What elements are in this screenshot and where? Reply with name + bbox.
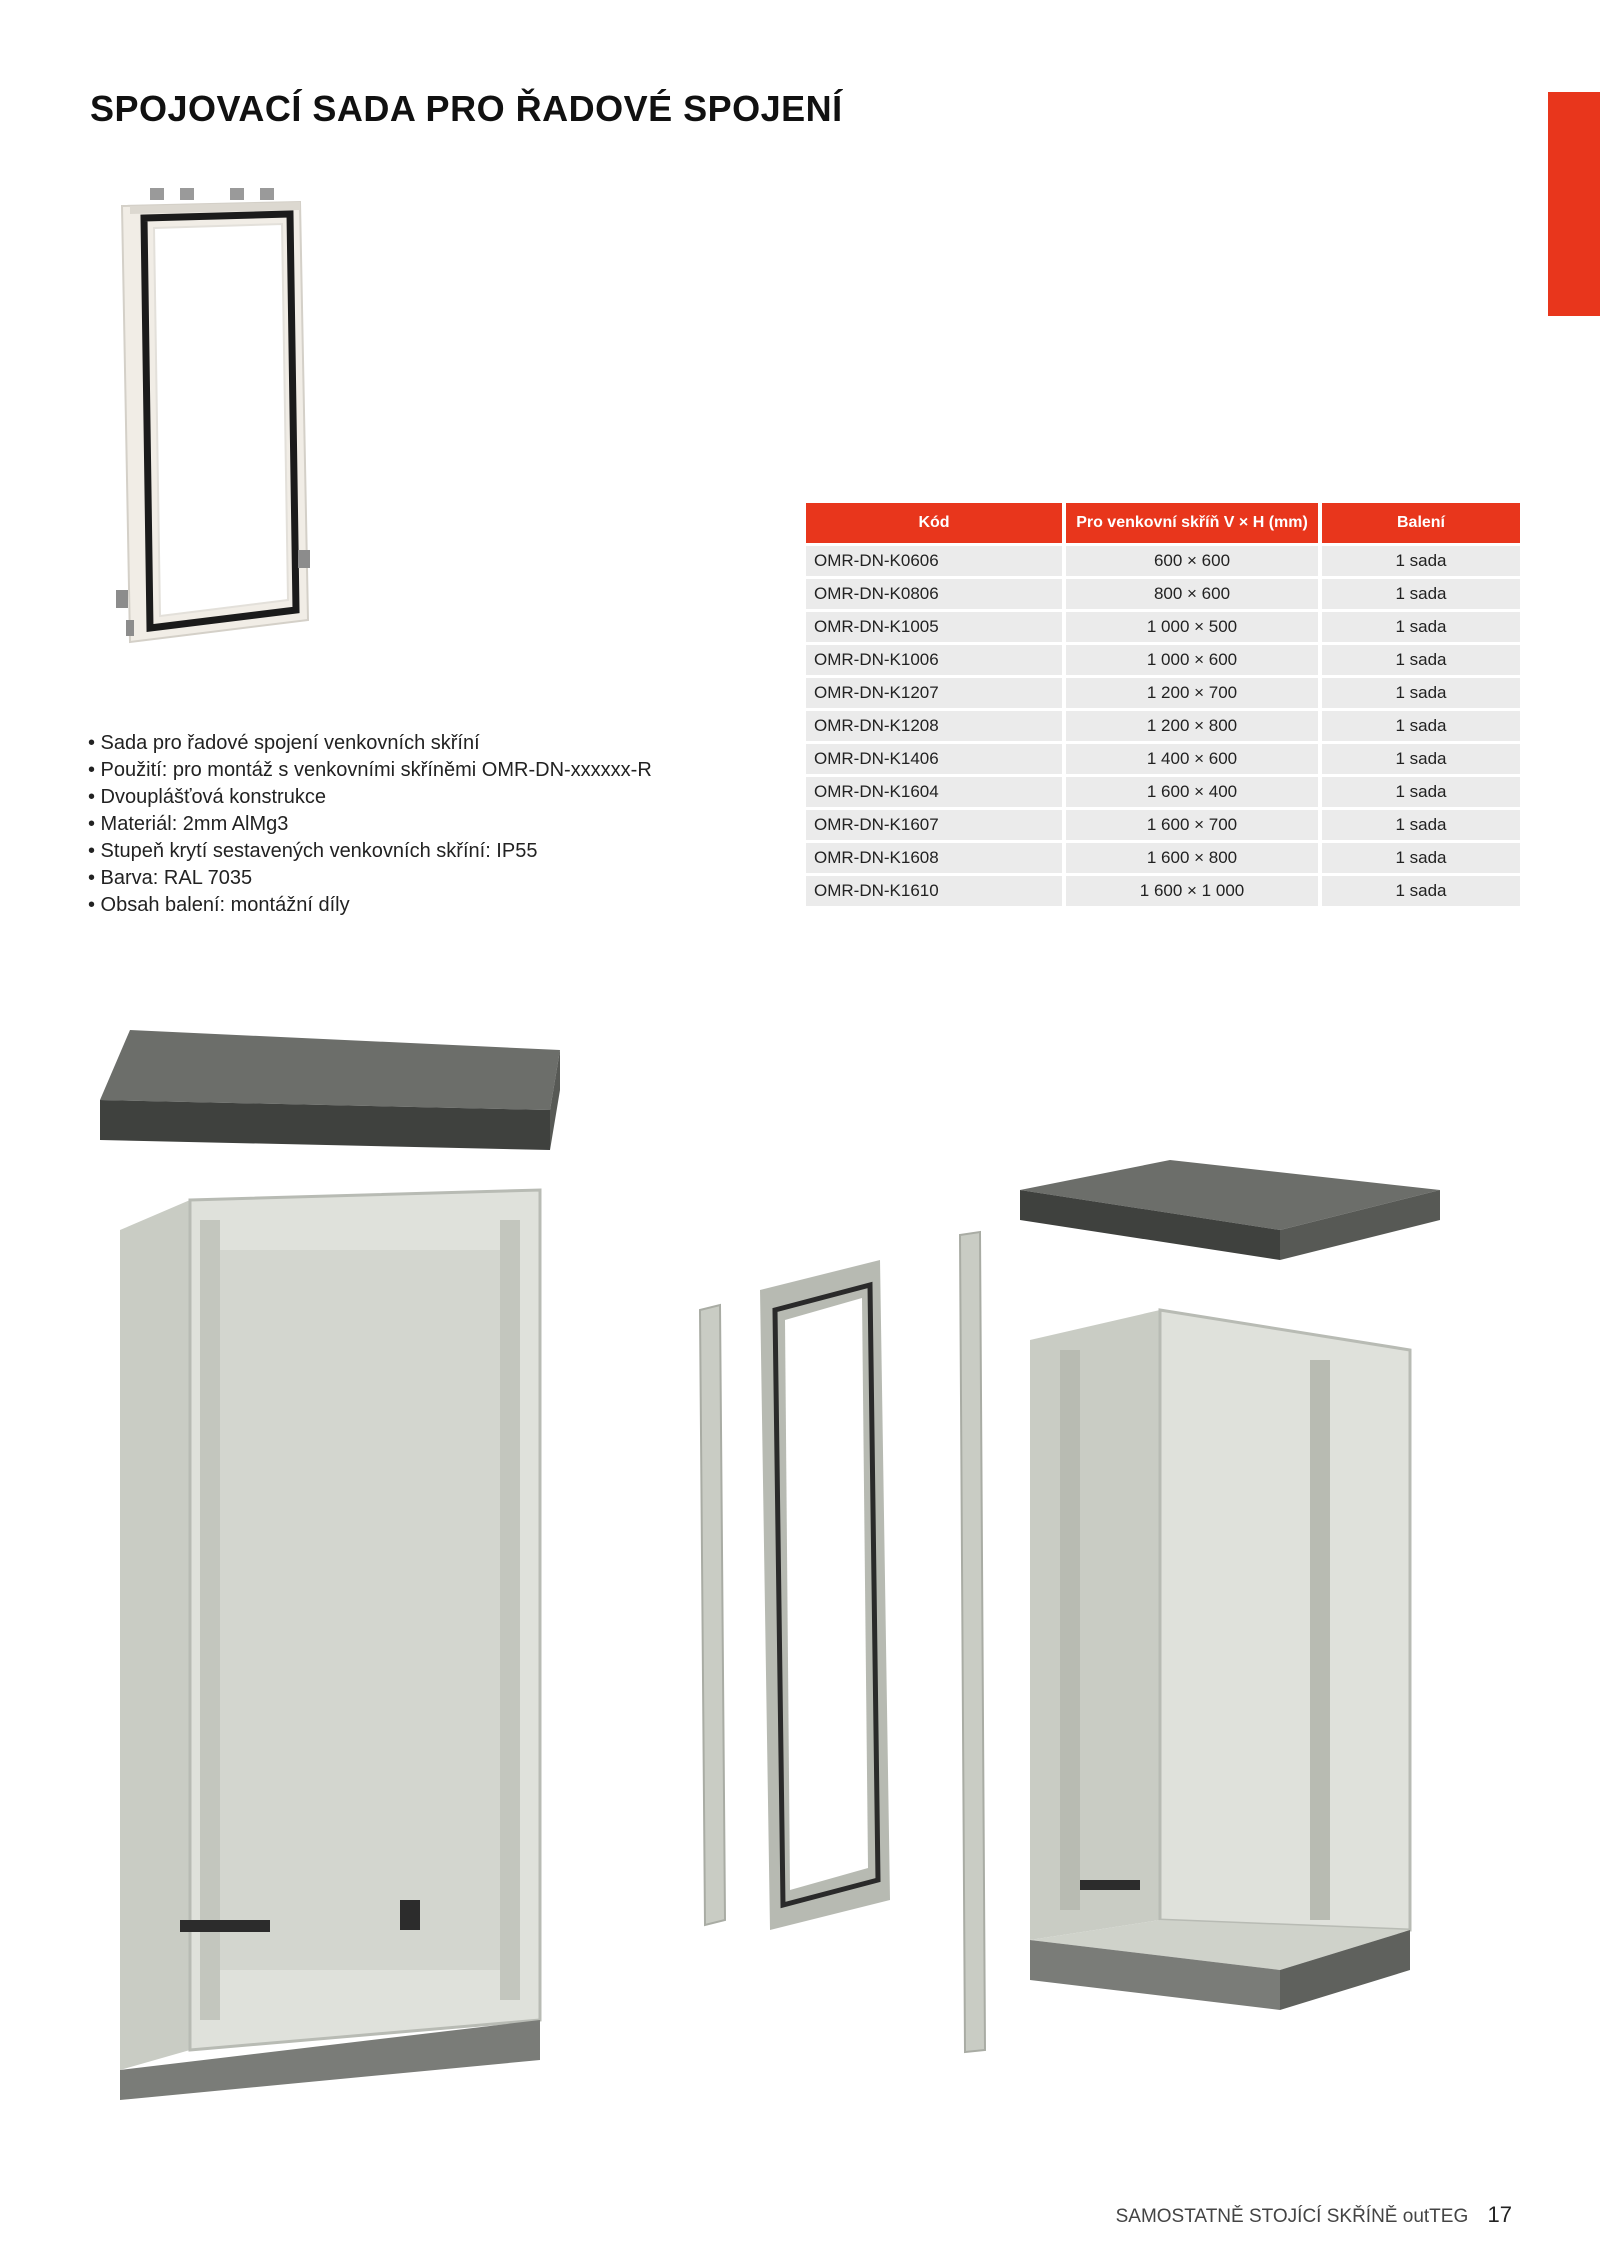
feature-list xyxy=(88,730,652,919)
cell-code: OMR-DN-K1608 xyxy=(806,843,1062,873)
cell-package: 1 sada xyxy=(1322,876,1520,906)
table-row xyxy=(806,678,1520,708)
feature-item: • Dvouplášťová konstrukce xyxy=(88,786,326,808)
cell-code: OMR-DN-K0606 xyxy=(806,546,1062,576)
cell-code: OMR-DN-K1005 xyxy=(806,612,1062,642)
cell-package: 1 sada xyxy=(1322,612,1520,642)
table-row xyxy=(806,810,1520,840)
cabinet-right xyxy=(1030,1310,1410,2010)
cell-package: 1 sada xyxy=(1322,678,1520,708)
roof-left xyxy=(100,1030,560,1150)
cell-package: 1 sada xyxy=(1322,546,1520,576)
cell-dimensions: 1 000 × 600 xyxy=(1066,645,1318,675)
page-number: 17 xyxy=(1487,2202,1512,2227)
feature-item: • Stupeň krytí sestavených venkovních skříní: IP55 xyxy=(88,840,538,862)
page-title: SPOJOVACÍ SADA PRO ŘADOVÉ SPOJENÍ xyxy=(90,88,843,129)
header-dimensions: Pro venkovní skříň V × H (mm) xyxy=(1066,503,1318,543)
cell-package: 1 sada xyxy=(1322,777,1520,807)
feature-item: • Obsah balení: montážní díly xyxy=(88,894,350,916)
header-package: Balení xyxy=(1322,503,1520,543)
joining-frame-middle xyxy=(760,1260,890,1930)
cell-dimensions: 1 400 × 600 xyxy=(1066,744,1318,774)
feature-item: • Materiál: 2mm AlMg3 xyxy=(88,813,289,835)
footer-text: SAMOSTATNĚ STOJÍCÍ SKŘÍNĚ outTEG xyxy=(1115,2206,1469,2227)
cell-dimensions: 1 200 × 700 xyxy=(1066,678,1318,708)
cell-package: 1 sada xyxy=(1322,579,1520,609)
cell-code: OMR-DN-K1207 xyxy=(806,678,1062,708)
cell-code: OMR-DN-K1604 xyxy=(806,777,1062,807)
cell-code: OMR-DN-K1607 xyxy=(806,810,1062,840)
table-row xyxy=(806,579,1520,609)
table-row xyxy=(806,711,1520,741)
cell-code: OMR-DN-K1406 xyxy=(806,744,1062,774)
cell-package: 1 sada xyxy=(1322,711,1520,741)
table-row xyxy=(806,744,1520,774)
cell-dimensions: 1 600 × 400 xyxy=(1066,777,1318,807)
cell-code: OMR-DN-K1006 xyxy=(806,645,1062,675)
section-tab xyxy=(1548,92,1600,316)
cell-dimensions: 800 × 600 xyxy=(1066,579,1318,609)
page-footer xyxy=(1116,2202,1512,2228)
cell-code: OMR-DN-K1610 xyxy=(806,876,1062,906)
table-row xyxy=(806,645,1520,675)
table-row xyxy=(806,876,1520,906)
cabinet-assembly-illustration xyxy=(80,1020,1540,2100)
header-code: Kód xyxy=(806,503,1062,543)
profile-left xyxy=(700,1305,725,1925)
table-row xyxy=(806,612,1520,642)
cell-package: 1 sada xyxy=(1322,744,1520,774)
cell-dimensions: 1 200 × 800 xyxy=(1066,711,1318,741)
cabinet-left xyxy=(120,1190,540,2100)
cell-code: OMR-DN-K0806 xyxy=(806,579,1062,609)
cell-code: OMR-DN-K1208 xyxy=(806,711,1062,741)
cell-dimensions: 1 600 × 700 xyxy=(1066,810,1318,840)
cell-package: 1 sada xyxy=(1322,645,1520,675)
cell-dimensions: 1 000 × 500 xyxy=(1066,612,1318,642)
table-row xyxy=(806,777,1520,807)
cell-package: 1 sada xyxy=(1322,843,1520,873)
feature-item: • Sada pro řadové spojení venkovních skříní xyxy=(88,732,480,754)
feature-item: • Barva: RAL 7035 xyxy=(88,867,253,889)
profile-right xyxy=(960,1232,985,2052)
joining-frame-image xyxy=(110,180,320,660)
table-header-row xyxy=(806,503,1520,543)
roof-right xyxy=(1020,1160,1440,1260)
table-row xyxy=(806,546,1520,576)
cell-package: 1 sada xyxy=(1322,810,1520,840)
cell-dimensions: 1 600 × 800 xyxy=(1066,843,1318,873)
spec-table xyxy=(802,500,1524,909)
feature-item: • Použití: pro montáž s venkovními skříněmi OMR-DN-xxxxxx-R xyxy=(88,759,652,781)
cell-dimensions: 600 × 600 xyxy=(1066,546,1318,576)
table-row xyxy=(806,843,1520,873)
cell-dimensions: 1 600 × 1 000 xyxy=(1066,876,1318,906)
